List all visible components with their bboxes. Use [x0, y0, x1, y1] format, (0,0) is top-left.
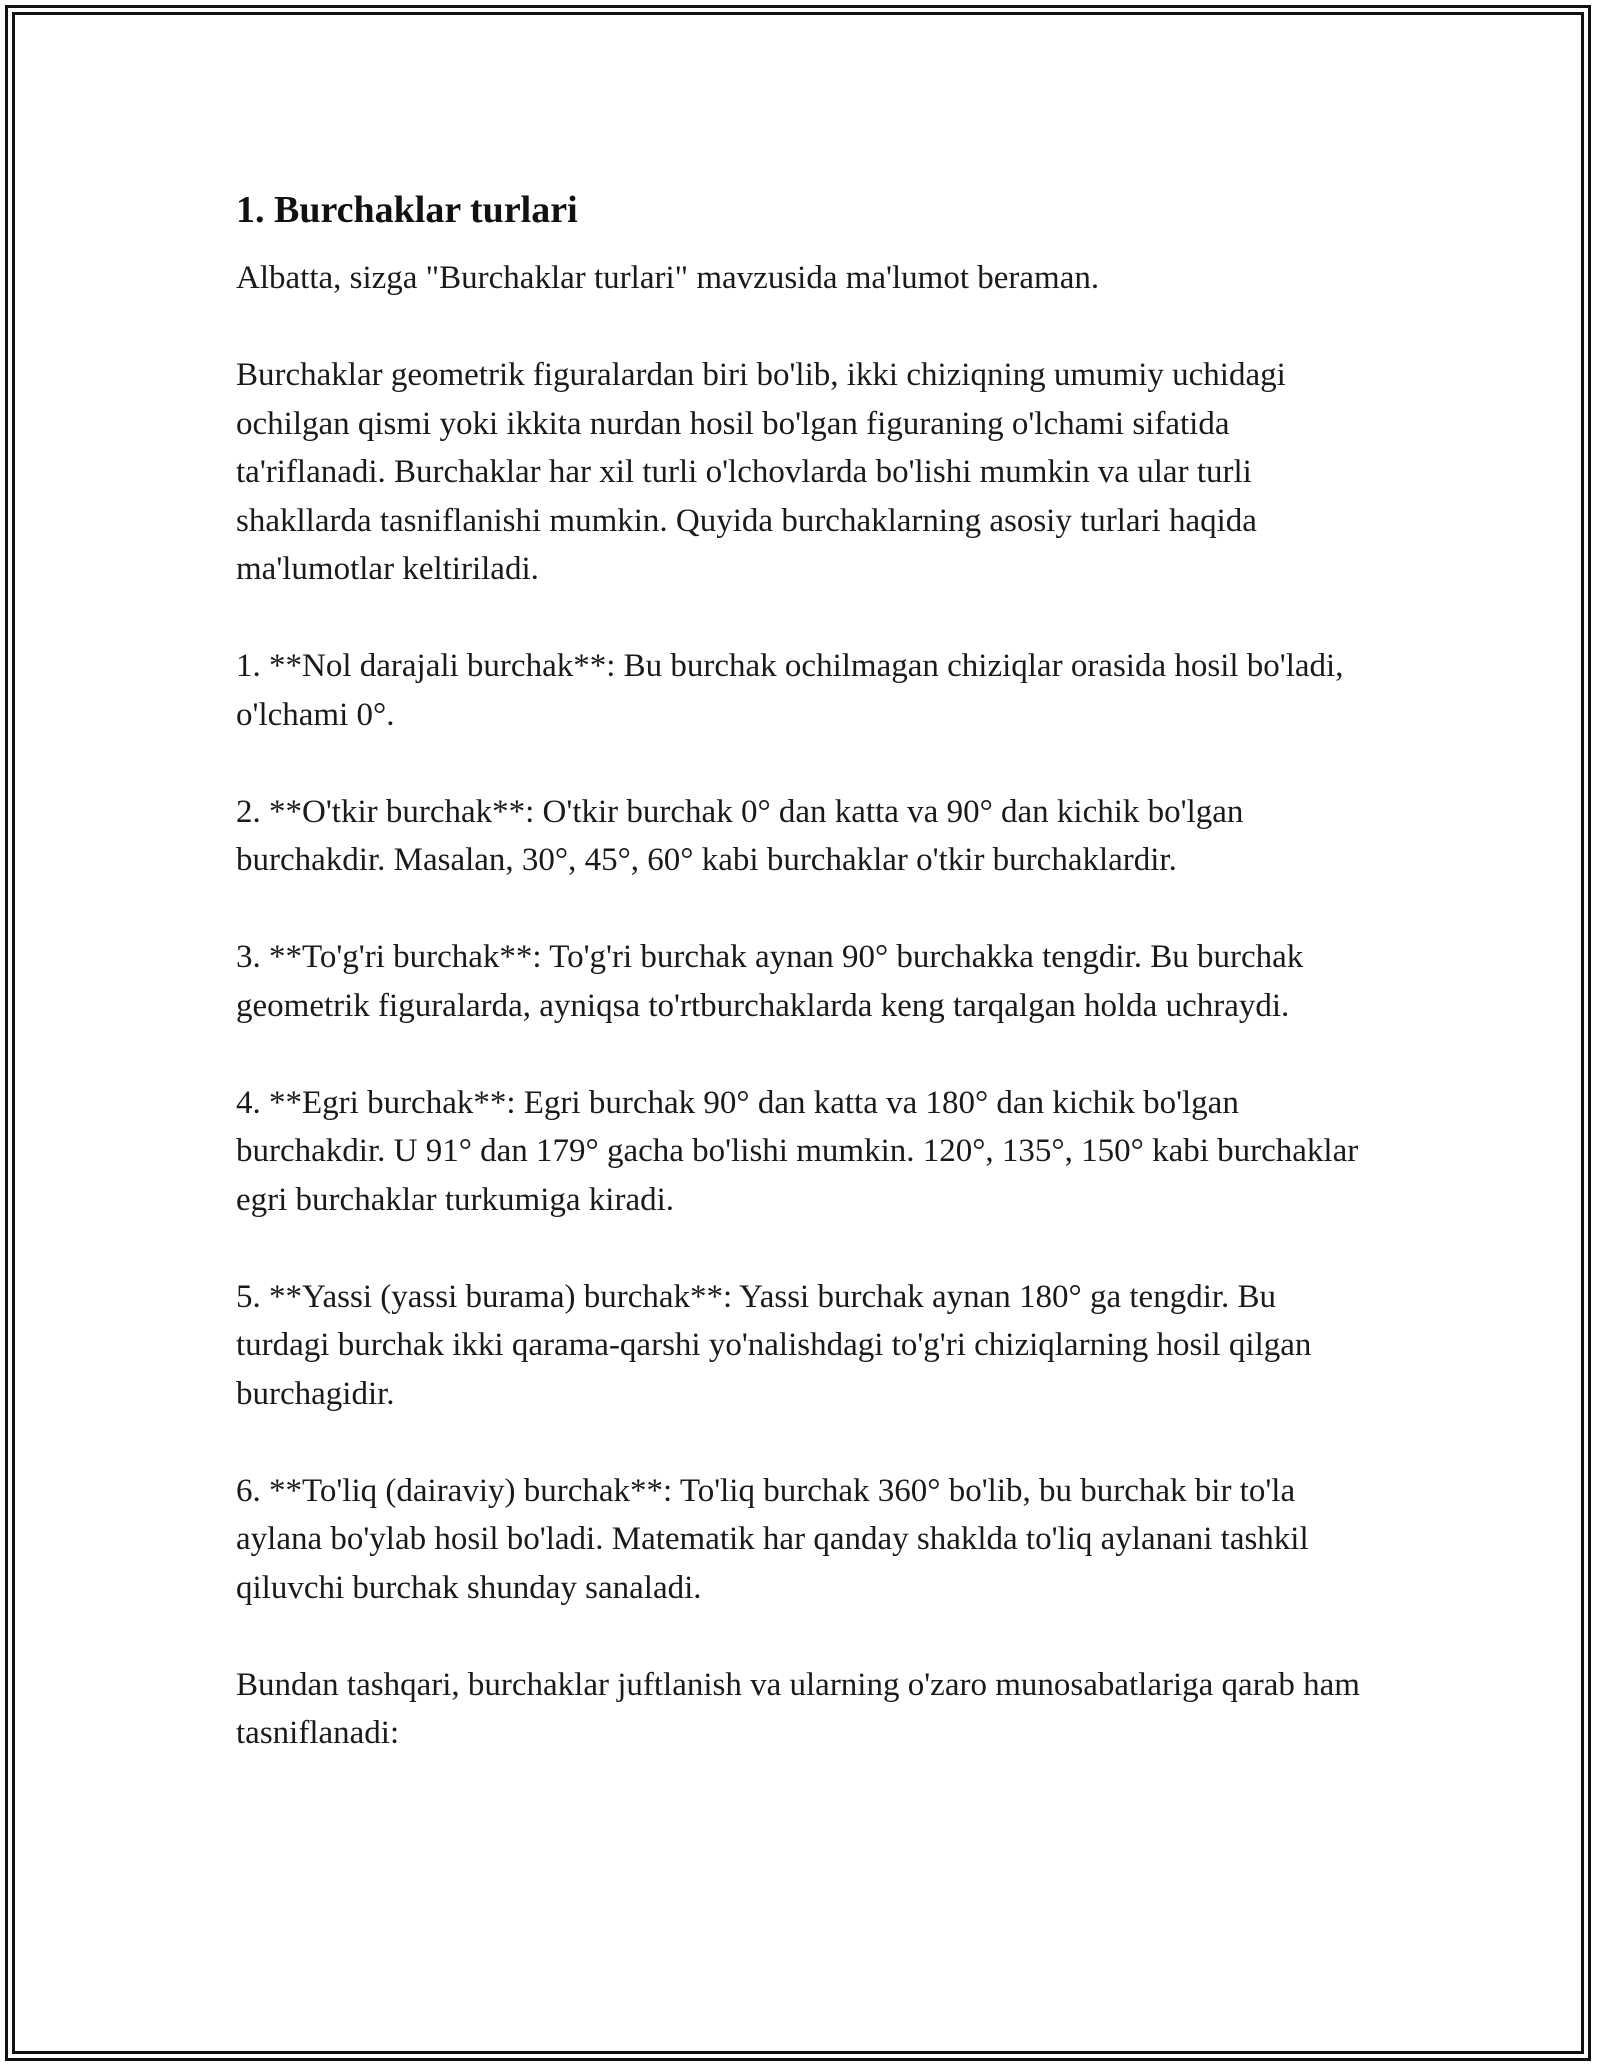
document-body [236, 186, 1376, 1806]
section-heading: 1. Burchaklar turlari [236, 189, 578, 231]
intro-paragraph: Albatta, sizga "Burchaklar turlari" mavzusida ma'lumot beraman. [236, 260, 1100, 296]
angle-type-straight: 5. **Yassi (yassi burama) burchak**: Yassi burchak aynan 180° ga tengdir. Bu turdagi burchak ikki qarama-qarshi yo'nalishdagi to'g'ri chiziqlarning hosil qilgan burchagidir. [236, 1278, 1312, 1412]
angle-type-right: 3. **To'g'ri burchak**: To'g'ri burchak aynan 90° burchakka tengdir. Bu burchak geometrik figuralarda, ayniqsa to'rtburchaklarda keng tarqalgan holda uchraydi. [236, 939, 1304, 1024]
angle-type-full: 6. **To'liq (dairaviy) burchak**: To'liq burchak 360° bo'lib, bu burchak bir to'la aylana bo'ylab hosil bo'ladi. Matematik har qanday shaklda to'liq aylanani tashkil qiluvchi burchak shunday sanaladi. [236, 1472, 1309, 1606]
angle-type-acute: 2. **O'tkir burchak**: O'tkir burchak 0° dan katta va 90° dan kichik bo'lgan burchakdir. Masalan, 30°, 45°, 60° kabi burchaklar o'tkir burchaklardir. [236, 793, 1244, 878]
closing-paragraph: Bundan tashqari, burchaklar juftlanish va ularning o'zaro munosabatlariga qarab ham tasniflanadi: [236, 1666, 1360, 1751]
angle-type-obtuse: 4. **Egri burchak**: Egri burchak 90° dan katta va 180° dan kichik bo'lgan burchakdir. U 91° dan 179° gacha bo'lishi mumkin. 120°, 135°, 150° kabi burchaklar egri burchaklar turkumiga kiradi. [236, 1084, 1359, 1218]
definition-paragraph: Burchaklar geometrik figuralardan biri bo'lib, ikki chiziqning umumiy uchidagi ochilgan qismi yoki ikkita nurdan hosil bo'lgan figuraning o'lchami sifatida ta'riflanadi. Burchaklar har xil turli o'lchovlarda bo'lishi mumkin va ular turli shakllarda tasniflanishi mumkin. Quyida burchaklarning asosiy turlari haqida ma'lumotlar keltiriladi. [236, 357, 1286, 587]
angle-type-zero: 1. **Nol darajali burchak**: Bu burchak ochilmagan chiziqlar orasida hosil bo'ladi, o'lchami 0°. [236, 648, 1344, 733]
